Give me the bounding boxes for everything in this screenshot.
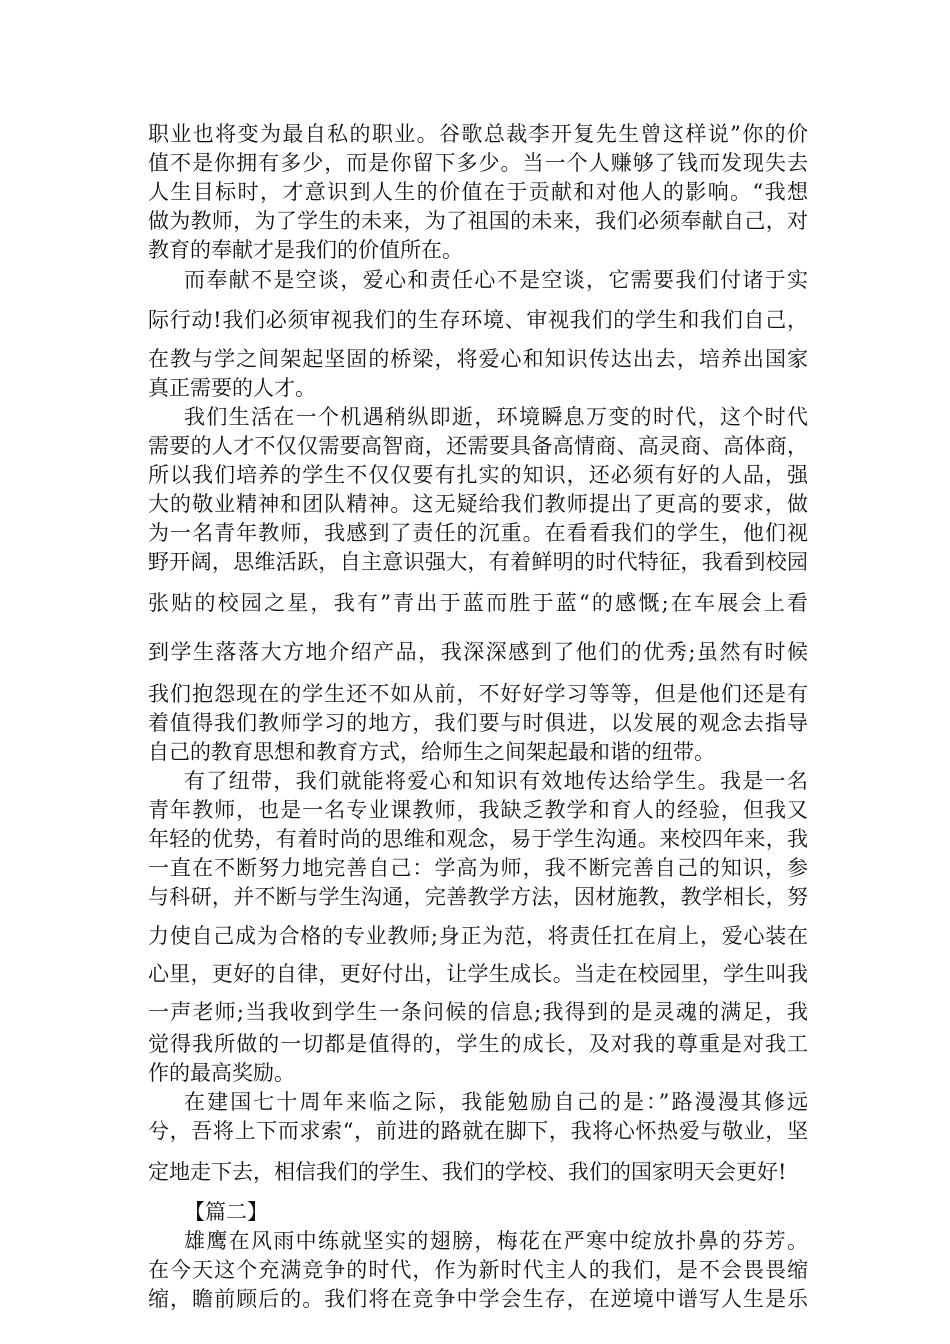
text-line: 教育的奉献才是我们的价值所在。 (148, 238, 463, 262)
text-line: 我们抱怨现在的学生还不如从前，不好好学习等等，但是他们还是有 (148, 682, 808, 706)
text-line: 在今天这个充满竞争的时代，作为新时代主人的我们，是不会畏畏缩 (148, 1258, 808, 1282)
text-line: 有了纽带，我们就能将爱心和知识有效地传达给学生。我是一名 (184, 769, 808, 793)
text-line: 力使自己成为合格的专业教师;身正为范，将责任扛在肩上，爱心装在 (148, 924, 808, 948)
text-line: 真正需要的人才。 (148, 376, 316, 400)
text-line: 兮，吾将上下而求索“，前进的路就在脚下，我将心怀热爱与敬业，坚 (148, 1119, 808, 1143)
text-line: 为一名青年教师，我感到了责任的沉重。在看看我们的学生，他们视 (148, 521, 808, 545)
text-line: 而奉献不是空谈，爱心和责任心不是空谈，它需要我们付诸于实 (184, 268, 808, 292)
text-line: 野开阔，思维活跃，自主意识强大，有着鲜明的时代特征，我看到校园 (148, 550, 808, 574)
text-line: 做为教师，为了学生的未来，为了祖国的未来，我们必须奉献自己，对 (148, 209, 808, 233)
text-line: 际行动!我们必须审视我们的生存环境、审视我们的学生和我们自己， (148, 308, 808, 332)
text-line: 定地走下去，相信我们的学生、我们的学校、我们的国家明天会更好! (148, 1160, 787, 1184)
text-line: 觉得我所做的一切都是值得的，学生的成长，及对我的尊重是对我工 (148, 1032, 808, 1056)
text-line: 值不是你拥有多少，而是你留下多少。当一个人赚够了钱而发现失去 (148, 151, 808, 175)
text-line: 作的最高奖励。 (148, 1061, 295, 1085)
text-line: 我们生活在一个机遇稍纵即逝，环境瞬息万变的时代，这个时代 (184, 405, 808, 429)
text-line: 大的敬业精神和团队精神。这无疑给我们教师提出了更高的要求，做 (148, 492, 808, 516)
text-line: 职业也将变为最自私的职业。谷歌总裁李开复先生曾这样说”你的价 (148, 122, 808, 146)
text-line: 在建国七十周年来临之际，我能勉励自己的是：”路漫漫其修远 (184, 1090, 808, 1114)
text-line: 着值得我们教师学习的地方，我们要与时俱进，以发展的观念去指导 (148, 711, 808, 735)
text-line: 到学生落落大方地介绍产品，我深深感到了他们的优秀;虽然有时候 (148, 640, 808, 664)
text-line: 所以我们培养的学生不仅仅要有扎实的知识，还必须有好的人品，强 (148, 463, 808, 487)
text-line: 一直在不断努力地完善自己：学高为师，我不断完善自己的知识，参 (148, 856, 808, 880)
text-line: 自己的教育思想和教育方式，给师生之间架起最和谐的纽带。 (148, 740, 715, 764)
text-line: 需要的人才不仅仅需要高智商，还需要具备高情商、高灵商、高体商， (148, 434, 808, 458)
text-line: 在教与学之间架起坚固的桥梁，将爱心和知识传达出去，培养出国家 (148, 347, 808, 371)
text-line: 雄鹰在风雨中练就坚实的翅膀，梅花在严寒中绽放扑鼻的芬芳。 (184, 1229, 808, 1253)
text-line: 与科研，并不断与学生沟通，完善教学方法，因材施教，教学相长，努 (148, 885, 808, 909)
text-line: 人生目标时，才意识到人生的价值在于贡献和对他人的影响。“我想 (148, 180, 808, 204)
text-line: 青年教师，也是一名专业课教师，我缺乏教学和育人的经验，但我又 (148, 798, 808, 822)
text-line: 一声老师;当我收到学生一条问候的信息;我得到的是灵魂的满足，我 (148, 1000, 808, 1024)
text-line: 张贴的校园之星，我有”青出于蓝而胜于蓝“的感慨;在车展会上看 (148, 591, 808, 615)
text-line: 年轻的优势，有着时尚的思维和观念，易于学生沟通。来校四年来，我 (148, 827, 808, 851)
text-line: 心里，更好的自律，更好付出，让学生成长。当走在校园里，学生叫我 (148, 962, 808, 986)
section-heading: 【篇二】 (184, 1200, 268, 1224)
text-line: 缩，瞻前顾后的。我们将在竞争中学会生存，在逆境中谱写人生是乐 (148, 1287, 808, 1311)
